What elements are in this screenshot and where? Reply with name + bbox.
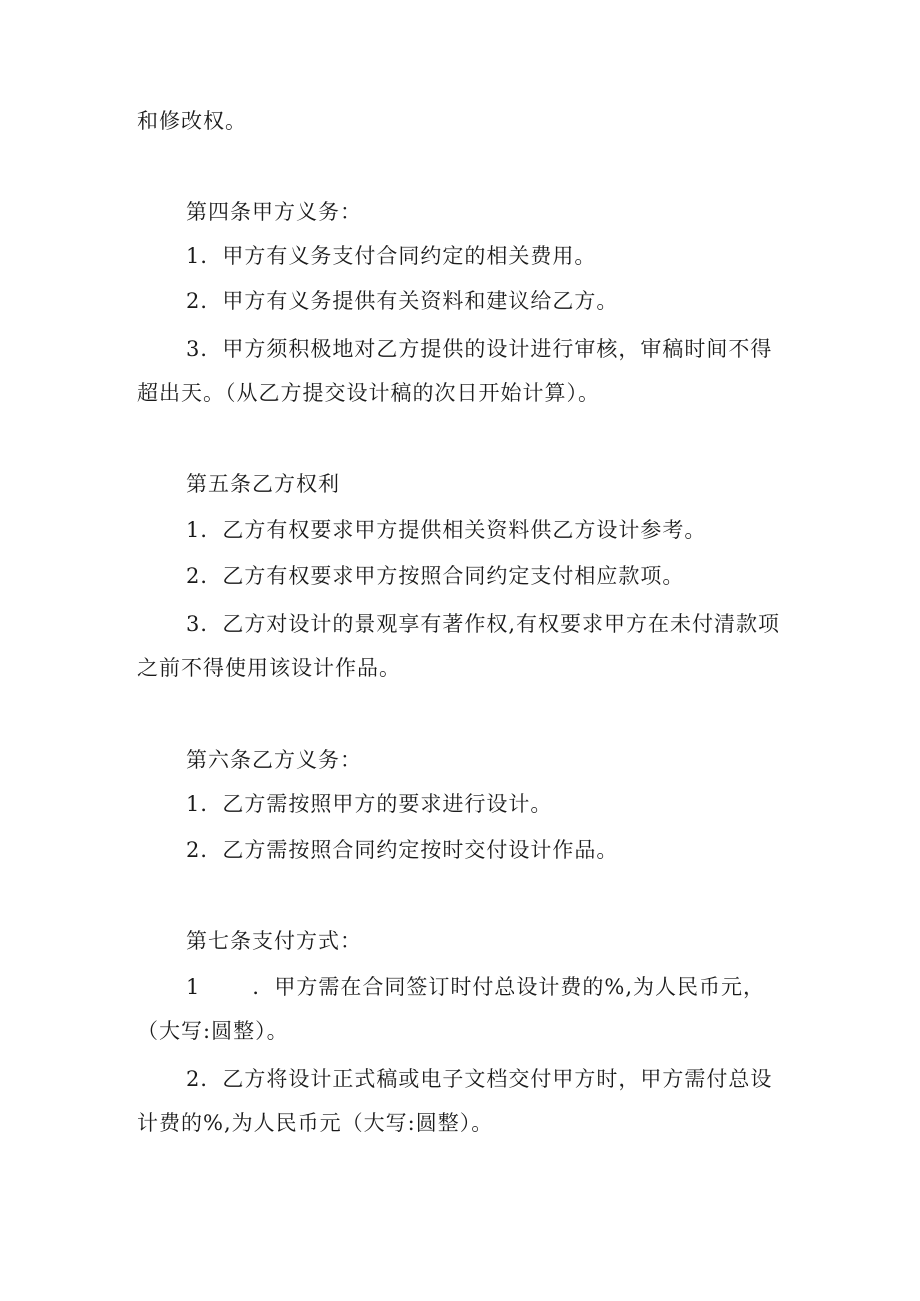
- article-7-item-2-continued: 计费的%,为人民币元（大写:圆整）。: [137, 1111, 494, 1135]
- article-4-item-3: 3．甲方须积极地对乙方提供的设计进行审核，审稿时间不得: [186, 337, 773, 361]
- article-6-item-2: 2．乙方需按照合同约定按时交付设计作品。: [186, 838, 619, 862]
- article-5-item-3-continued: 之前不得使用该设计作品。: [137, 656, 401, 680]
- article-4-item-1: 1．甲方有义务支付合同约定的相关费用。: [186, 244, 597, 268]
- article-7-item-1-number: 1: [186, 975, 201, 999]
- article-6-item-1: 1．乙方需按照甲方的要求进行设计。: [186, 792, 553, 816]
- article-4-item-3-continued: 超出天。（从乙方提交设计稿的次日开始计算）。: [137, 381, 600, 405]
- article-7-heading: 第七条支付方式：: [186, 929, 362, 953]
- article-4-heading: 第四条甲方义务：: [186, 200, 362, 224]
- article-5-heading: 第五条乙方权利: [186, 472, 340, 496]
- article-4-item-2: 2．甲方有义务提供有关资料和建议给乙方。: [186, 289, 619, 313]
- article-7-item-1: [186, 972, 765, 1002]
- article-7-item-2: 2．乙方将设计正式稿或电子文档交付甲方时，甲方需付总设: [186, 1067, 773, 1091]
- article-5-item-2: 2．乙方有权要求甲方按照合同约定支付相应款项。: [186, 564, 685, 588]
- paragraph-continuation-rights: 和修改权。: [137, 109, 247, 133]
- article-7-item-1-continued: （大写:圆整）。: [137, 1019, 289, 1043]
- article-6-heading: 第六条乙方义务：: [186, 748, 362, 772]
- article-5-item-3: 3．乙方对设计的景观享有著作权,有权要求甲方在未付清款项: [186, 612, 781, 636]
- article-7-item-1-text: ．甲方需在合同签订时付总设计费的%,为人民币元，: [252, 975, 766, 999]
- article-5-item-1: 1．乙方有权要求甲方提供相关资料供乙方设计参考。: [186, 518, 707, 542]
